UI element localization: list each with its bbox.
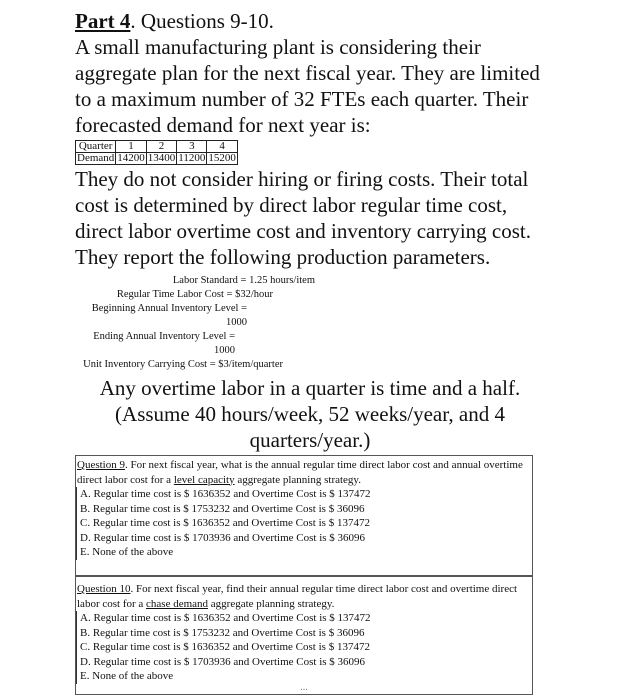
option-e[interactable]: E. None of the above — [76, 669, 532, 684]
intro-paragraph: A small manufacturing plant is considering their aggregate plan for the next fiscal year. They are limited to a maximum number of 32 FTEs each quarter. Their forecasted demand for next year is: — [75, 35, 540, 137]
table-row: Quarter 1 2 3 4 — [76, 141, 238, 153]
part-title: Part 4. Questions 9-10. — [75, 9, 274, 33]
option-a[interactable]: A. Regular time cost is $ 1636352 and Overtime Cost is $ 137472 — [76, 487, 532, 502]
cost-paragraph: They do not consider hiring or firing costs. Their total cost is determined by direct labor regular time cost, direct labor overtime cost and inventory carrying cost. They report the following production parameters. — [75, 167, 532, 269]
question-9-prompt: Question 9. For next fiscal year, what is the annual regular time direct labor cost and annual overtime direct labor cost for a level capacity aggregate planning strategy. — [77, 459, 523, 486]
option-c[interactable]: C. Regular time cost is $ 1636352 and Overtime Cost is $ 137472 — [76, 640, 532, 655]
assumption-note: (Assume 40 hours/week, 52 weeks/year, and 4 quarters/year.) — [115, 402, 505, 452]
option-d[interactable]: D. Regular time cost is $ 1703936 and Overtime Cost is $ 36096 — [76, 655, 532, 670]
option-a[interactable]: A. Regular time cost is $ 1636352 and Overtime Cost is $ 137472 — [76, 611, 532, 626]
problem-text — [75, 8, 545, 453]
option-c[interactable]: C. Regular time cost is $ 1636352 and Overtime Cost is $ 137472 — [76, 516, 532, 531]
overtime-note: Any overtime labor in a quarter is time and a half. — [99, 376, 521, 400]
option-e[interactable]: E. None of the above — [76, 545, 532, 560]
question-9-box — [75, 455, 533, 577]
demand-table — [75, 140, 238, 165]
option-d[interactable]: D. Regular time cost is $ 1703936 and Overtime Cost is $ 36096 — [76, 531, 532, 546]
production-parameters: Labor Standard = 1.25 hours/item Regular Time Labor Cost = $32/hour Beginning Annual Inventory Level = 1000 Ending Annual Inventory Level = 1000 Unit Inventory Carrying Cost = $3/item/quarter — [83, 275, 315, 370]
option-b[interactable]: B. Regular time cost is $ 1753232 and Overtime Cost is $ 36096 — [76, 502, 532, 517]
table-row: Demand 14200 13400 11200 15200 — [77, 152, 236, 164]
more-indicator: ... — [300, 681, 308, 693]
option-b[interactable]: B. Regular time cost is $ 1753232 and Overtime Cost is $ 36096 — [76, 626, 532, 641]
question-10-box — [75, 575, 533, 695]
question-10-prompt: Question 10. For next fiscal year, find their annual regular time direct labor cost and overtime direct labor cost for a chase demand aggregate planning strategy. — [77, 583, 518, 610]
